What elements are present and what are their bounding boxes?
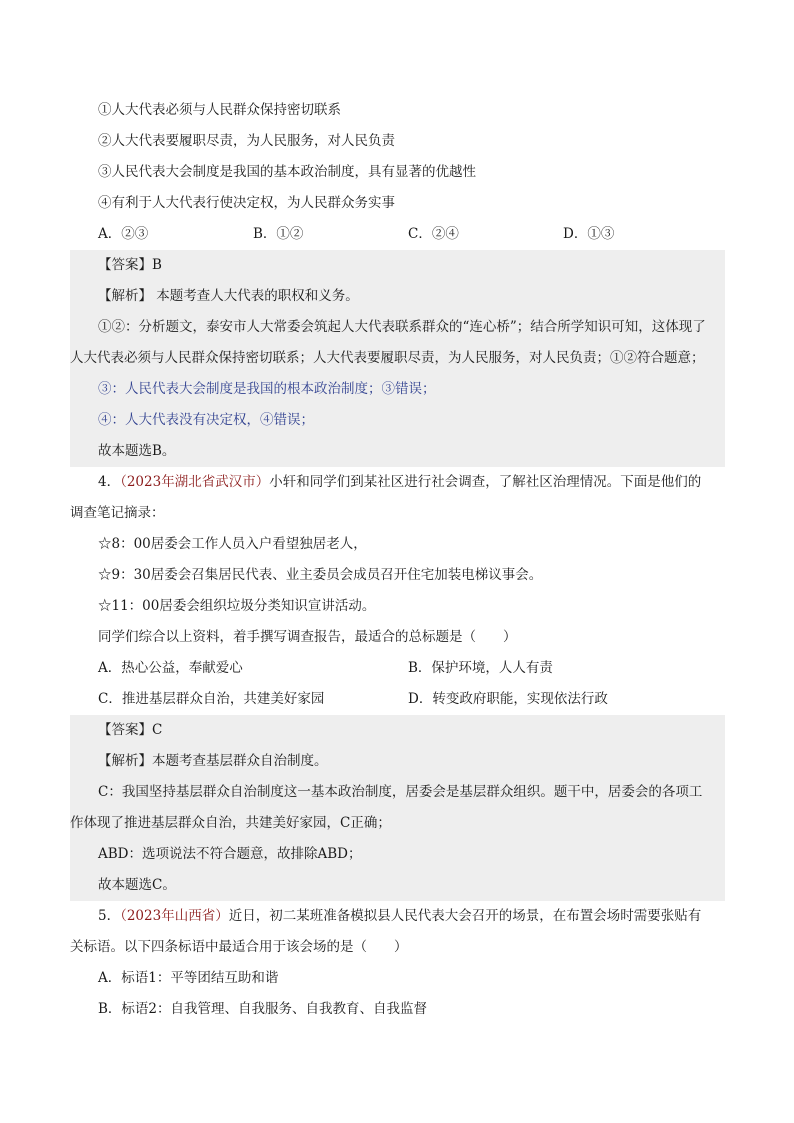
q4-stem-text-1: 小轩和同学们到某社区进行社会调查，了解社区治理情况。下面是他们的 (269, 474, 702, 490)
q3-statement-2: ②人大代表要履职尽责，为人民服务，对人民负责 (98, 133, 395, 149)
q4-note-1: ☆8：00居委会工作人员入户看望独居老人， (98, 536, 367, 552)
q3-analysis: 【解析】 本题考查人大代表的职权和义务。 (98, 288, 359, 304)
q5-option-b: B．标语2：自我管理、自我服务、自我教育、自我监督 (98, 1001, 428, 1017)
q4-options-row-2 (70, 684, 725, 715)
q3-conclusion: 故本题选B。 (98, 443, 176, 459)
q3-explanation-2: 人大代表必须与人民群众保持密切联系；人大代表要履职尽责，为人民服务，对人民负责；①②符合题意； (70, 350, 705, 366)
q4-option-b: B．保护环境，人人有责 (408, 660, 553, 676)
q4-explanation-1: C：我国坚持基层群众自治制度这一基本政治制度，居委会是基层群众组织。题干中，居委会的各项工 (98, 784, 703, 800)
q5-number: 5． (98, 908, 121, 924)
q4-answer: 【答案】C (98, 722, 163, 738)
q3-explanation-4: ④：人大代表没有决定权，④错误； (98, 412, 314, 428)
q4-conclusion: 故本题选C。 (98, 877, 176, 893)
q4-options-row-1 (70, 653, 725, 684)
q3-answer-block (70, 250, 725, 467)
q3-option-a: A．②③ (98, 226, 149, 242)
q3-option-d: D．①③ (563, 226, 615, 242)
q3-answer: 【答案】B (98, 257, 162, 273)
q4-stem-line-1 (70, 467, 725, 498)
q3-option-c: C．②④ (408, 226, 459, 242)
q5-source: （2023年山西省） (120, 908, 229, 924)
q4-stem-line-2: 调查笔记摘录： (70, 505, 165, 521)
q5-stem-text-1: 近日，初二某班准备模拟县人民代表大会召开的场景，在布置会场时需要张贴有 (228, 908, 702, 924)
q3-explanation-1: ①②：分析题文，泰安市人大常委会筑起人大代表联系群众的“连心桥”；结合所学知识可知，这体现了 (98, 319, 706, 335)
q4-analysis: 【解析】本题考查基层群众自治制度。 (98, 753, 328, 769)
q4-option-c: C．推进基层群众自治，共建美好家园 (98, 691, 325, 707)
document-page (70, 95, 725, 1025)
q3-statement-1: ①人大代表必须与人民群众保持密切联系 (98, 102, 341, 118)
q3-explanation-3: ③：人民代表大会制度是我国的根本政治制度；③错误； (98, 381, 436, 397)
q3-statement-4: ④有利于人大代表行使决定权，为人民群众务实事 (98, 195, 395, 211)
q4-note-2: ☆9：30居委会召集居民代表、业主委员会成员召开住宅加装电梯议事会。 (98, 567, 543, 583)
q3-statement-3: ③人民代表大会制度是我国的基本政治制度，具有显著的优越性 (98, 164, 476, 180)
q4-note-3: ☆11：00居委会组织垃圾分类知识宣讲活动。 (98, 598, 376, 614)
q3-option-b: B．①② (253, 226, 304, 242)
q4-question: 同学们综合以上资料，着手撰写调查报告，最适合的总标题是（ ） (98, 629, 517, 645)
q4-source: （2023年湖北省武汉市） (120, 474, 270, 490)
q4-number: 4． (98, 474, 121, 490)
q4-explanation-2: 作体现了推进基层群众自治，共建美好家园，C正确； (70, 815, 391, 831)
q5-stem-line-2: 关标语。以下四条标语中最适合用于该会场的是（ ） (70, 939, 408, 955)
q4-option-d: D．转变政府职能，实现依法行政 (408, 691, 608, 707)
q4-answer-block (70, 715, 725, 901)
q4-explanation-3: ABD：选项说法不符合题意，故排除ABD； (98, 846, 362, 862)
q4-option-a: A．热心公益，奉献爱心 (98, 660, 243, 676)
q5-option-a: A．标语1：平等团结互助和谐 (98, 970, 279, 986)
q3-options (70, 219, 725, 250)
q5-stem-line-1 (70, 901, 725, 932)
